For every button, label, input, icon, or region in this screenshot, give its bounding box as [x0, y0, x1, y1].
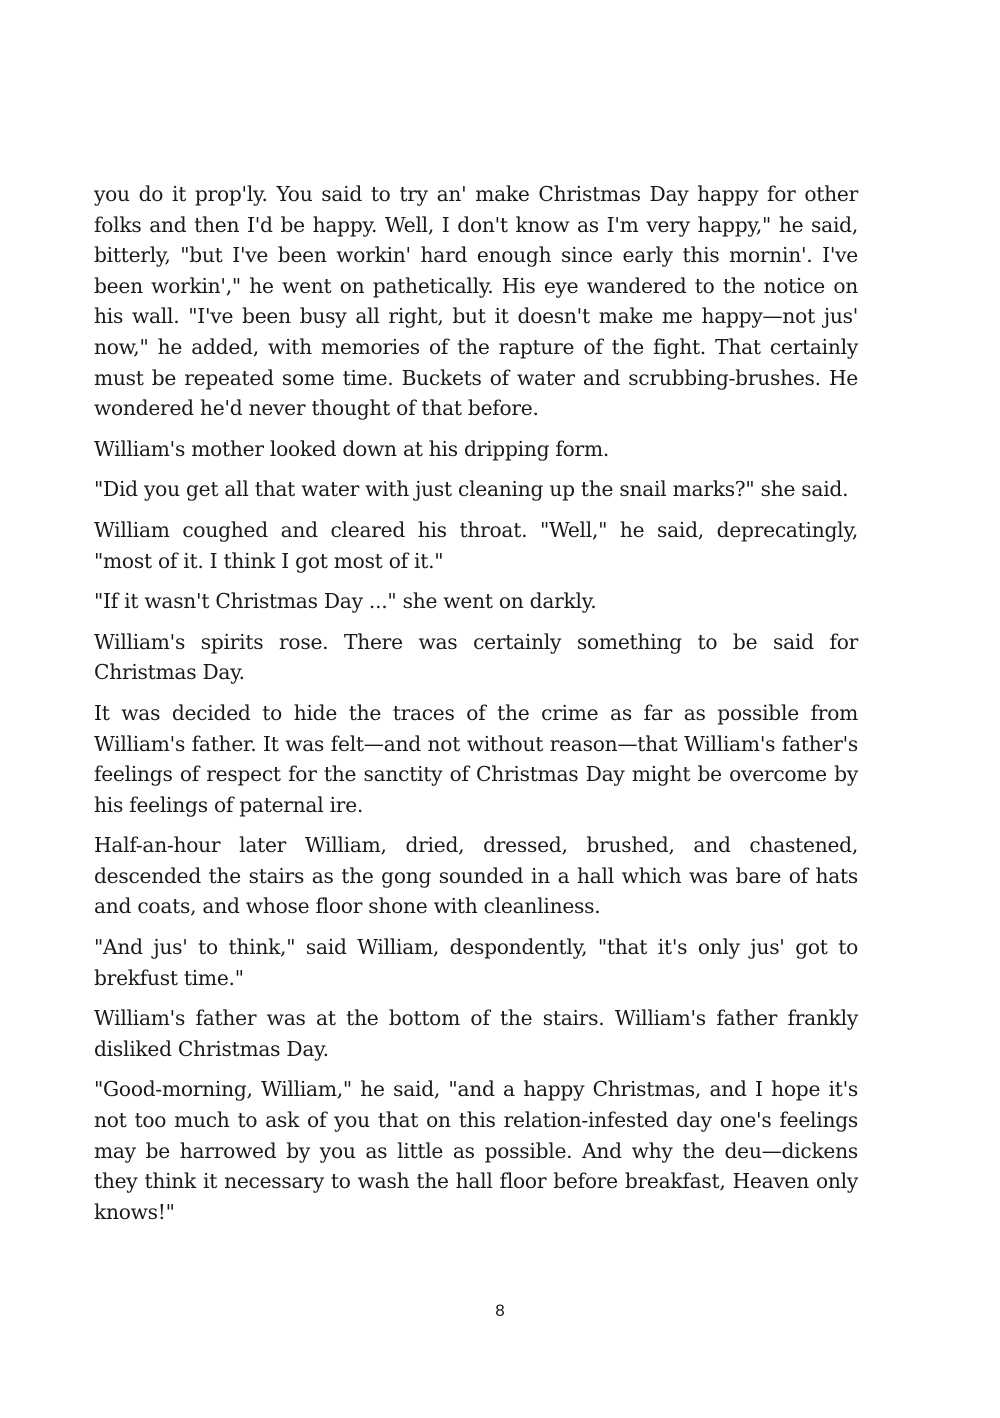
- paragraph: Half-an-hour later William, dried, dressed, brushed, and chastened, descended the stairs as the gong sounded in a hall which was bare of hats and coats, and whose floor shone with cleanliness.: [94, 833, 858, 919]
- paragraph: William's spirits rose. There was certainly something to be said for Christmas Day.: [94, 629, 858, 685]
- paragraph: William's father was at the bottom of the stairs. William's father frankly disliked Christmas Day.: [94, 1006, 858, 1061]
- paragraph: you do it prop'ly. You said to try an' make Christmas Day happy for other folks and then I'd be happy. Well, I don't know as I'm very happy," he said, bitterly, "but I've been workin' hard enough since early this mornin'. I've been workin'," he went on pathetically. His eye wandered to the notice on his wall. "I've been busy all right, but it doesn't make me happy—not jus' now," he added, with memories of the rapture of the fight. That certainly must be repeated some time. Buckets of water and scrubbing-brushes. He wondered he'd never thought of that before.: [94, 182, 858, 421]
- paragraph: "And jus' to think," said William, despondently, "that it's only jus' got to brekfust time.": [94, 935, 858, 990]
- paragraph: William's mother looked down at his dripping form.: [94, 436, 610, 461]
- paragraph: It was decided to hide the traces of the crime as far as possible from William's father. It was felt—and not without reason—that William's father's feelings of respect for the sanctity of Christmas Day might be overcome by his feelings of paternal ire.: [94, 700, 858, 817]
- page-number: 8: [495, 1301, 505, 1320]
- paragraph: "Did you get all that water with just cleaning up the snail marks?" she said.: [94, 477, 849, 502]
- paragraph: William coughed and cleared his throat. "Well," he said, deprecatingly, "most of it. I think I got most of it.": [94, 517, 858, 573]
- paragraph: "If it wasn't Christmas Day ..." she went on darkly.: [94, 589, 597, 614]
- body-text: [94, 179, 858, 1237]
- paragraph: "Good-morning, William," he said, "and a happy Christmas, and I hope it's not too much to ask of you that on this relation-infested day one's feelings may be harrowed by you as little as possible. And why the deu—dickens they think it necessary to wash the hall floor before breakfast, Heaven only knows!": [94, 1077, 858, 1224]
